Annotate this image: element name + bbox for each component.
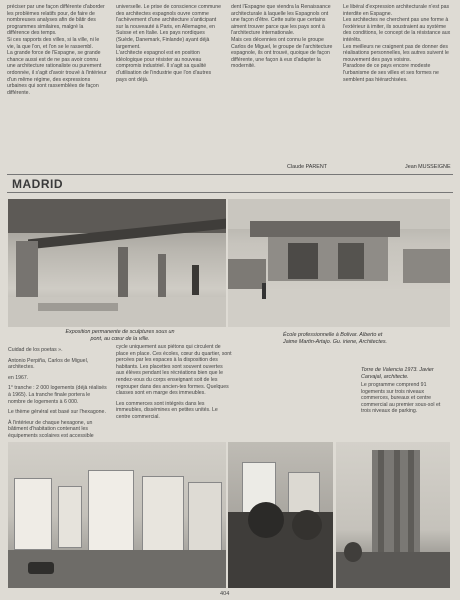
- paragraph: en 1967.: [8, 374, 29, 381]
- section-divider: [7, 192, 453, 193]
- page-number: 404: [220, 591, 230, 597]
- author-signature: Claude PARENT: [287, 164, 328, 170]
- paragraph: Antonio Perpiña, Carlos de Miguel, architectes.: [8, 357, 89, 371]
- paragraph: Paradoxe de ce pays encore modeste l'urbanisme de ses villes et ses formes ne semblent pas hiérarchisées.: [343, 63, 439, 83]
- text-column-2: [116, 4, 223, 184]
- photo-housing-blocks: [8, 442, 226, 588]
- paragraph: universelle. Le prise de conscience commune des architectes espagnols ouvre comme l'achèvement d'une architecture s'anticipant sur la nouveauté à Paris, en Allemagne, en Suisse et en Italie. Les pays nordiques (Suède, Danemark, Finlande) ayant déjà largement.: [116, 4, 221, 50]
- author-signature: Jean MUSSEIGNE: [405, 164, 451, 170]
- paragraph: Les architectes ne cherchent pas une forme à l'extérieur à imiter, ils soustraient au système des conditions, le concept de la résistance aux intérêts.: [343, 17, 451, 43]
- section-divider: [7, 174, 453, 175]
- photo-caption: Exposition permanente de sculptures sous un pont, au cœur de la ville.: [65, 329, 175, 342]
- photo-professional-school: [228, 199, 450, 327]
- section-title: MADRID: [12, 177, 63, 191]
- text-column-lower-1: [8, 347, 108, 440]
- paragraph: préciser par une façon différente d'aborder les problèmes relatifs pour, de faire de nombreuses analyses afin de bâtir des programmes similaires, malgré la différence des temps.: [7, 4, 105, 37]
- photo-sculpture-bridge: [8, 199, 226, 327]
- photo-caption: Torre de Valencia 1973. Javier Carvajal, architecte.: [361, 367, 434, 380]
- photo-residential-trees: [228, 442, 333, 588]
- text-column-3: [231, 4, 335, 172]
- paragraph: Le libéral d'expression architecturale n'est pas interdite en Espagne.: [343, 4, 450, 17]
- paragraph: Mais ces décennies ont connu le groupe Carlos de Miguel, le groupe de l'architecture espagnole, ils ont trouvé, quoique de façon différente, une façon à eux d'adapter la modernité.: [231, 36, 333, 70]
- paragraph: Les meilleurs ne craignent pas de donner des réalisations personnelles, les autres suivent le mouvement des pays voisins.: [343, 43, 449, 63]
- paragraph: Cuidad de los poetas ».: [8, 347, 63, 353]
- paragraph: La grande force de l'Espagne, se grande chance aussi est de ne pas avoir connu une architecture rationaliste ou purement ordonnée, il s'agit d'avoir trouvé à l'intérieur d'un même régime, des expressions urbaines qui sont rassemblées de façon différente.: [7, 50, 107, 96]
- paragraph: L'architecte espagnol est en position idéologique pour résister au nouveau compromis industriel. Il s'agit sa qualité d'utilisation de l'industrie que l'on d'autres pays ont déjà.: [116, 50, 212, 83]
- text-column-lower-2: [116, 344, 232, 421]
- photo-torre-de-valencia: [336, 442, 450, 588]
- text-column-4: [343, 4, 451, 176]
- paragraph: Si ces rapports des villes, si la ville, ni le vie, la que l'on, et l'on se le rassembl.: [7, 36, 100, 50]
- paragraph: cycle uniquement aux piétons qui circulent de place en place. Ces écoles, cœur du quartier, sont percées par les espaces à la disposition des habitants. Les placettes sont souvent ouvertes aux élèves pendant les récréations bien que le rendez-vous du corps enseignant soit de les regrouper dans des ancien-tes formes. Quelques classes sont en marge des immeubles.: [116, 344, 232, 397]
- paragraph: Les commerces sont intégrés dans les immeubles, dissémines en petites unités. Le centre commercial.: [116, 400, 218, 420]
- paragraph: dent l'Espagne que viendra la Renaissance architecturale à laquelle les Espagnols ont une façon d'être. Cette suite que certains aiment trouver parce que les pays sont à l'architecture internationale.: [231, 4, 331, 37]
- photo-caption: École professionnelle à Bolivar. Alberto et Jaime Martin-Artajo. Gu. iriene, Architectes.: [283, 332, 388, 345]
- text-column-1: [7, 4, 107, 189]
- paragraph: Le thème général est basé sur l'hexagone.: [8, 409, 106, 416]
- text-column-lower-3: Le programme comprend 91 logements sur trois niveaux commerces, bureaux et centre commercial au premier sous-sol et trois niveaux de parking.: [361, 382, 441, 415]
- paragraph: À l'intérieur de chaque hexagone, un bâtiment d'habitation contenant les équipements scolaires est accessible: [8, 419, 94, 439]
- paragraph: 1° tranche : 2 000 logements (déjà réalisés à 1965). La tranche finale portera le nombre de logements à 6 000.: [8, 385, 107, 405]
